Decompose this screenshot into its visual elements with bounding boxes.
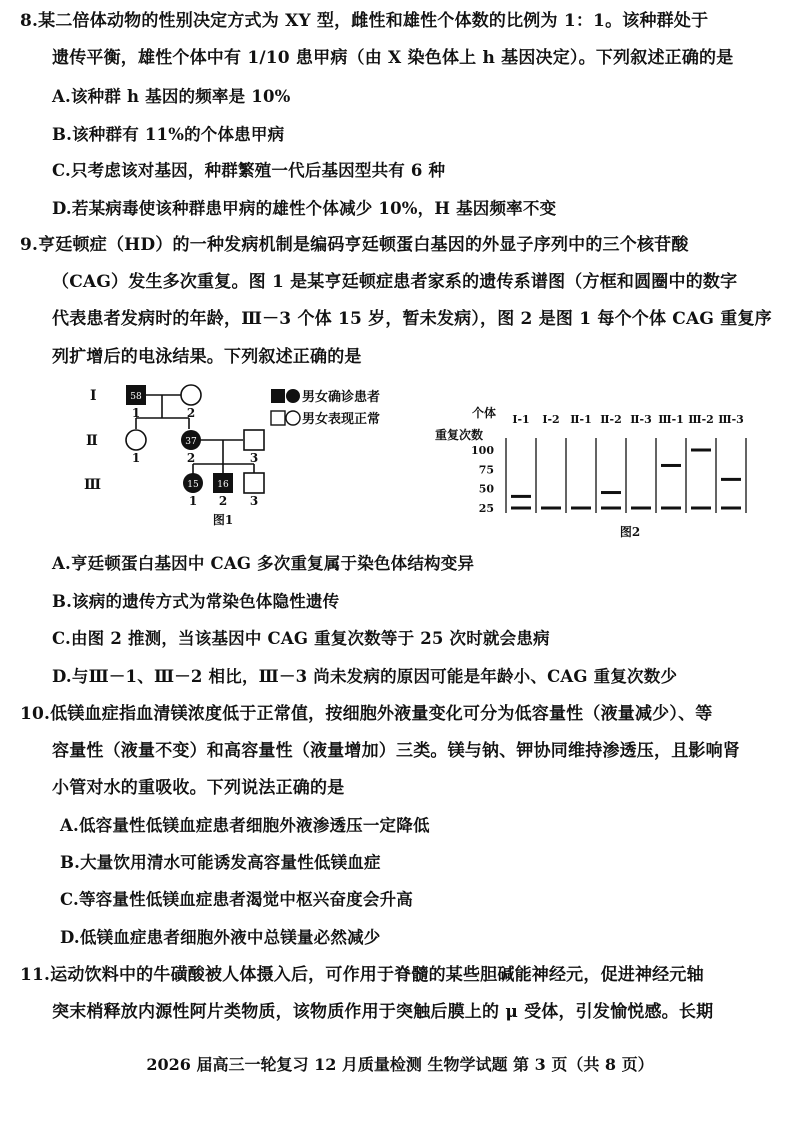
q8-stem-line1: 8.某二倍体动物的性别决定方式为 XY 型，雌性和雄性个体数的比例为 1：1。该种群处于 <box>20 11 709 31</box>
fig2-band <box>661 464 681 467</box>
pedigree-III-1-age: 15 <box>187 480 199 490</box>
fig2-lane-label: Ⅲ-1 <box>658 413 684 426</box>
q9-option-c: C.由图 2 推测，当该基因中 CAG 重复次数等于 25 次时就会患病 <box>52 629 550 648</box>
pedigree-num-III-2: 2 <box>218 494 228 508</box>
electrophoresis-figure <box>430 400 750 540</box>
fig2-band <box>541 507 561 510</box>
legend-affected-male-symbol <box>271 389 285 403</box>
q8-option-a: A.该种群 h 基因的频率是 10% <box>52 87 291 106</box>
q11-stem-line2: 突末梢释放内源性阿片类物质，该物质作用于突触后膜上的 μ 受体，引发愉悦感。长期 <box>52 1002 714 1022</box>
q9-option-a: A.亨廷顿蛋白基因中 CAG 多次重复属于染色体结构变异 <box>52 554 475 573</box>
pedigree-num-II-1: 1 <box>131 451 141 465</box>
pedigree-I-2-normal-female <box>181 385 201 405</box>
fig2-band <box>571 507 591 510</box>
legend-normal-female-symbol <box>286 411 300 425</box>
fig2-gel-area <box>471 413 746 515</box>
fig2-lane-label: Ⅰ-1 <box>512 413 530 426</box>
fig2-header-label: 个体 <box>472 406 497 420</box>
fig1-caption: 图1 <box>212 513 234 527</box>
legend-normal-label: 男女表现正常 <box>302 412 381 427</box>
pedigree-gen-II-label: Ⅱ <box>86 433 98 449</box>
pedigree-I-1-age: 58 <box>130 392 142 402</box>
q9-stem-line2: （CAG）发生多次重复。图 1 是某亨廷顿症患者家系的遗传系谱图（方框和圆圈中的数字 <box>52 272 738 292</box>
q8-option-b: B.该种群有 11%的个体患甲病 <box>52 125 285 144</box>
pedigree-num-II-2: 2 <box>186 451 196 465</box>
fig2-lane-label: Ⅲ-3 <box>718 413 744 426</box>
fig2-band <box>691 449 711 452</box>
legend-normal-male-symbol <box>271 411 285 425</box>
pedigree-II-3-normal-male <box>244 430 264 450</box>
legend-affected-label: 男女确诊患者 <box>302 390 381 405</box>
fig2-band <box>661 507 681 510</box>
fig2-lane-label: Ⅱ-2 <box>600 413 622 426</box>
q10-stem-line3: 小管对水的重吸收。下列说法正确的是 <box>52 778 345 798</box>
q9-option-b: B.该病的遗传方式为常染色体隐性遗传 <box>52 592 340 611</box>
fig2-y-tick-label: 100 <box>471 444 494 457</box>
fig2-y-tick-label: 50 <box>478 482 494 496</box>
q8-stem-line2: 遗传平衡，雄性个体中有 1/10 患甲病（由 X 染色体上 h 基因决定）。下列叙述正确的是 <box>52 48 734 68</box>
pedigree-num-III-3: 3 <box>249 494 259 508</box>
fig2-lane-label: Ⅰ-2 <box>542 413 560 426</box>
fig2-band <box>691 507 711 510</box>
fig2-band <box>721 478 741 481</box>
fig2-band <box>631 507 651 510</box>
fig2-band <box>511 507 531 510</box>
pedigree-figure <box>80 378 420 538</box>
fig2-y-tick-label: 75 <box>478 463 494 477</box>
legend-affected-female-symbol <box>286 389 300 403</box>
q8-option-c: C.只考虑该对基因，种群繁殖一代后基因型共有 6 种 <box>52 161 446 180</box>
q10-option-d: D.低镁血症患者细胞外液中总镁量必然减少 <box>60 928 381 947</box>
fig2-lane-label: Ⅱ-3 <box>630 413 652 426</box>
page-footer: 2026 届高三一轮复习 12 月质量检测 生物学试题 第 3 页（共 8 页） <box>146 1055 654 1074</box>
fig2-caption: 图2 <box>619 525 641 539</box>
pedigree-num-I-2: 2 <box>186 406 196 420</box>
fig2-y-label: 重复次数 <box>435 428 484 442</box>
fig2-y-tick-label: 25 <box>478 502 494 515</box>
q10-stem-line2: 容量性（液量不变）和高容量性（液量增加）三类。镁与钠、钾协同维持渗透压，且影响肾 <box>52 741 740 761</box>
q10-option-a: A.低容量性低镁血症患者细胞外液渗透压一定降低 <box>60 816 430 835</box>
q9-option-d: D.与Ⅲ－1、Ⅲ－2 相比，Ⅲ－3 尚未发病的原因可能是年龄小、CAG 重复次数少 <box>52 667 678 686</box>
pedigree-III-2-age: 16 <box>217 480 229 490</box>
q10-option-b: B.大量饮用清水可能诱发高容量性低镁血症 <box>60 853 381 872</box>
pedigree-III-3-normal-male <box>244 473 264 493</box>
fig2-band <box>721 507 741 510</box>
pedigree-gen-I-label: Ⅰ <box>90 388 97 404</box>
pedigree-II-1-normal-female <box>126 430 146 450</box>
fig2-lane-label: Ⅲ-2 <box>688 413 714 426</box>
pedigree-num-III-1: 1 <box>188 494 198 508</box>
pedigree-gen-III-label: Ⅲ <box>84 477 102 493</box>
q10-option-c: C.等容量性低镁血症患者渴觉中枢兴奋度会升高 <box>60 890 413 909</box>
q9-stem-line4: 列扩增后的电泳结果。下列叙述正确的是 <box>52 347 362 367</box>
fig2-band <box>601 491 621 494</box>
q11-stem-line1: 11.运动饮料中的牛磺酸被人体摄入后，可作用于脊髓的某些胆碱能神经元，促进神经元轴 <box>20 965 704 985</box>
q8-option-d: D.若某病毒使该种群患甲病的雄性个体减少 10%，H 基因频率不变 <box>52 199 557 218</box>
q9-stem-line3: 代表患者发病时的年龄，Ⅲ－3 个体 15 岁，暂未发病），图 2 是图 1 每个个体 CAG 重复序 <box>52 309 772 329</box>
q9-stem-line1: 9.亨廷顿症（HD）的一种发病机制是编码亨廷顿蛋白基因的外显子序列中的三个核苷酸 <box>20 235 689 255</box>
fig2-band <box>601 507 621 510</box>
q10-stem-line1: 10.低镁血症指血清镁浓度低于正常值，按细胞外液量变化可分为低容量性（液量减少）、等 <box>20 704 713 724</box>
pedigree-num-I-1: 1 <box>131 406 141 420</box>
fig2-lane-label: Ⅱ-1 <box>570 413 592 426</box>
pedigree-num-II-3: 3 <box>249 451 259 465</box>
fig2-band <box>511 495 531 498</box>
pedigree-II-2-age: 37 <box>185 437 197 447</box>
